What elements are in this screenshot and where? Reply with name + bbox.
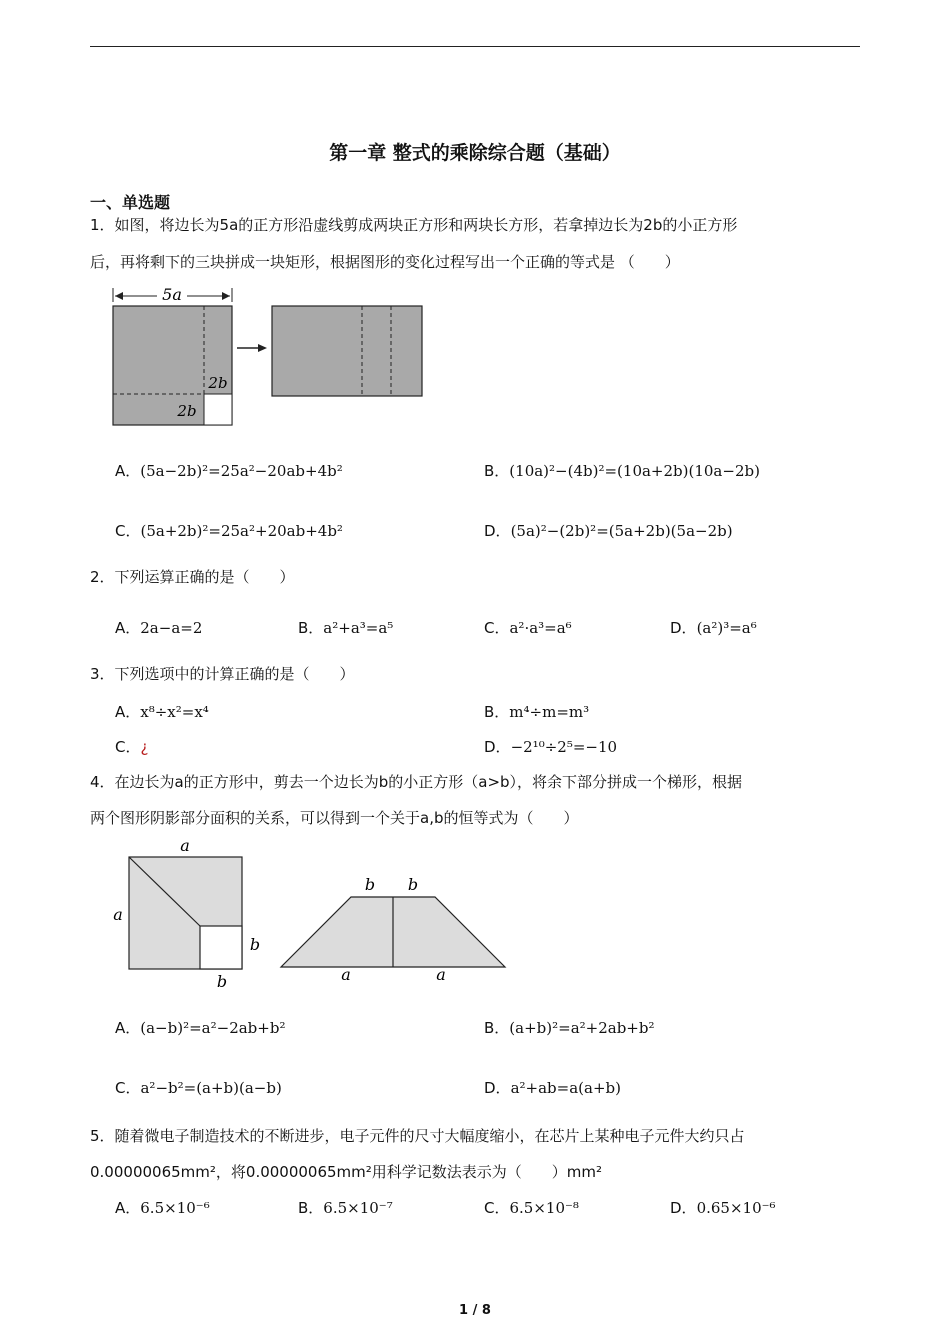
- q1-option-c[interactable]: C．(5a+2b)²=25a²+20ab+4b²: [115, 522, 343, 540]
- q2-option-a[interactable]: A．2a−a=2: [115, 619, 203, 637]
- q1-option-a-text: (5a−2b)²=25a²−20ab+4b²: [140, 462, 343, 480]
- q5-option-b-text: 6.5×10⁻⁷: [323, 1199, 393, 1217]
- q3-option-b[interactable]: B．m⁴÷m=m³: [484, 703, 590, 721]
- q2-stem: 2．下列运算正确的是（ ）: [90, 568, 295, 586]
- q4-option-d[interactable]: D．a²+ab=a(a+b): [484, 1079, 621, 1097]
- q2-option-a-text: 2a−a=2: [140, 619, 203, 637]
- q4-label-left-a: a: [113, 905, 123, 924]
- q2-option-b-text: a²+a³=a⁵: [323, 619, 394, 637]
- q1-stem-line1: 1．如图，将边长为5a的正方形沿虚线剪成两块正方形和两块长方形，若拿掉边长为2b的小正方形: [90, 216, 738, 234]
- q5-option-a[interactable]: A．6.5×10⁻⁶: [115, 1199, 210, 1217]
- q1-removed-square: [204, 394, 232, 425]
- section-heading: 一、单选题: [90, 193, 171, 212]
- q4-trap-label-b1: b: [364, 875, 376, 894]
- q4-option-a-text: (a−b)²=a²−2ab+b²: [140, 1019, 286, 1037]
- q1-label-5a: 5a: [162, 285, 182, 304]
- q4-trap-label-b2: b: [407, 875, 419, 894]
- page-title: 第一章 整式的乘除综合题（基础）: [329, 142, 621, 164]
- q4-trap-label-a2: a: [436, 965, 446, 984]
- q5-option-d-text: 0.65×10⁻⁶: [696, 1199, 776, 1217]
- q4-label-right-b: b: [249, 935, 261, 954]
- q5-option-b[interactable]: B．6.5×10⁻⁷: [298, 1199, 393, 1217]
- q1-option-d-text: (5a)²−(2b)²=(5a+2b)(5a−2b): [510, 522, 733, 540]
- q1-option-c-text: (5a+2b)²=25a²+20ab+4b²: [140, 522, 343, 540]
- q2-option-b[interactable]: B．a²+a³=a⁵: [298, 619, 394, 637]
- q4-label-bottom-b: b: [216, 972, 228, 991]
- q1-stem-line2: 后，再将剩下的三块拼成一块矩形，根据图形的变化过程写出一个正确的等式是 （ ）: [90, 253, 680, 271]
- q1-option-a[interactable]: A．(5a−2b)²=25a²−20ab+4b²: [115, 462, 343, 480]
- q4-option-c-text: a²−b²=(a+b)(a−b): [140, 1079, 282, 1097]
- q1-rectangle: [272, 306, 422, 396]
- q5-option-c-text: 6.5×10⁻⁸: [509, 1199, 579, 1217]
- header-rule: [90, 46, 860, 47]
- q4-stem-line1: 4．在边长为a的正方形中，剪去一个边长为b的小正方形（a>b），将余下部分拼成一个梯形，根据: [90, 773, 743, 791]
- q4-option-a[interactable]: A．(a−b)²=a²−2ab+b²: [115, 1019, 286, 1037]
- q2-option-d-text: (a²)³=a⁶: [696, 619, 757, 637]
- q3-option-c-text: ¿: [140, 738, 149, 756]
- page-number: 1 / 8: [459, 1303, 491, 1318]
- q3-option-d[interactable]: D．−2¹⁰÷2⁵=−10: [484, 738, 618, 756]
- q4-option-c[interactable]: C．a²−b²=(a+b)(a−b): [115, 1079, 282, 1097]
- q3-option-b-text: m⁴÷m=m³: [509, 703, 590, 721]
- q1-label-2b-side: 2b: [208, 374, 228, 392]
- q5-stem-line1: 5．随着微电子制造技术的不断进步，电子元件的尺寸大幅度缩小，在芯片上某种电子元件大约只占: [90, 1127, 745, 1145]
- q1-option-d[interactable]: D．(5a)²−(2b)²=(5a+2b)(5a−2b): [484, 522, 733, 540]
- q4-stem-line2: 两个图形阴影部分面积的关系，可以得到一个关于a,b的恒等式为（ ）: [90, 809, 579, 827]
- q3-option-a-text: x⁸÷x²=x⁴: [140, 703, 209, 721]
- q2-option-c-text: a²·a³=a⁶: [509, 619, 572, 637]
- q4-option-d-text: a²+ab=a(a+b): [510, 1079, 621, 1097]
- q5-option-d[interactable]: D．0.65×10⁻⁶: [670, 1199, 776, 1217]
- q4-label-top-a: a: [180, 836, 190, 855]
- q2-option-c[interactable]: C．a²·a³=a⁶: [484, 619, 572, 637]
- q1-label-2b-bottom: 2b: [177, 402, 197, 420]
- q2-option-d[interactable]: D．(a²)³=a⁶: [670, 619, 757, 637]
- q5-option-a-text: 6.5×10⁻⁶: [140, 1199, 210, 1217]
- q4-option-b-text: (a+b)²=a²+2ab+b²: [509, 1019, 655, 1037]
- q5-stem-line2: 0.00000065mm²，将0.00000065mm²用科学记数法表示为（ ）mm²: [90, 1163, 603, 1181]
- q4-trap-label-a1: a: [341, 965, 351, 984]
- q3-stem: 3．下列选项中的计算正确的是（ ）: [90, 665, 355, 683]
- q3-option-a[interactable]: A．x⁸÷x²=x⁴: [115, 703, 209, 721]
- q3-option-d-text: −2¹⁰÷2⁵=−10: [510, 738, 618, 756]
- q4-option-b[interactable]: B．(a+b)²=a²+2ab+b²: [484, 1019, 655, 1037]
- q1-option-b-text: (10a)²−(4b)²=(10a+2b)(10a−2b): [509, 462, 760, 480]
- q4-small-square: [200, 926, 242, 969]
- q4-figure: [108, 836, 518, 996]
- q3-option-c[interactable]: C．¿: [115, 738, 149, 756]
- q1-option-b[interactable]: B．(10a)²−(4b)²=(10a+2b)(10a−2b): [484, 462, 760, 480]
- q5-option-c[interactable]: C．6.5×10⁻⁸: [484, 1199, 579, 1217]
- q1-figure: [105, 284, 435, 429]
